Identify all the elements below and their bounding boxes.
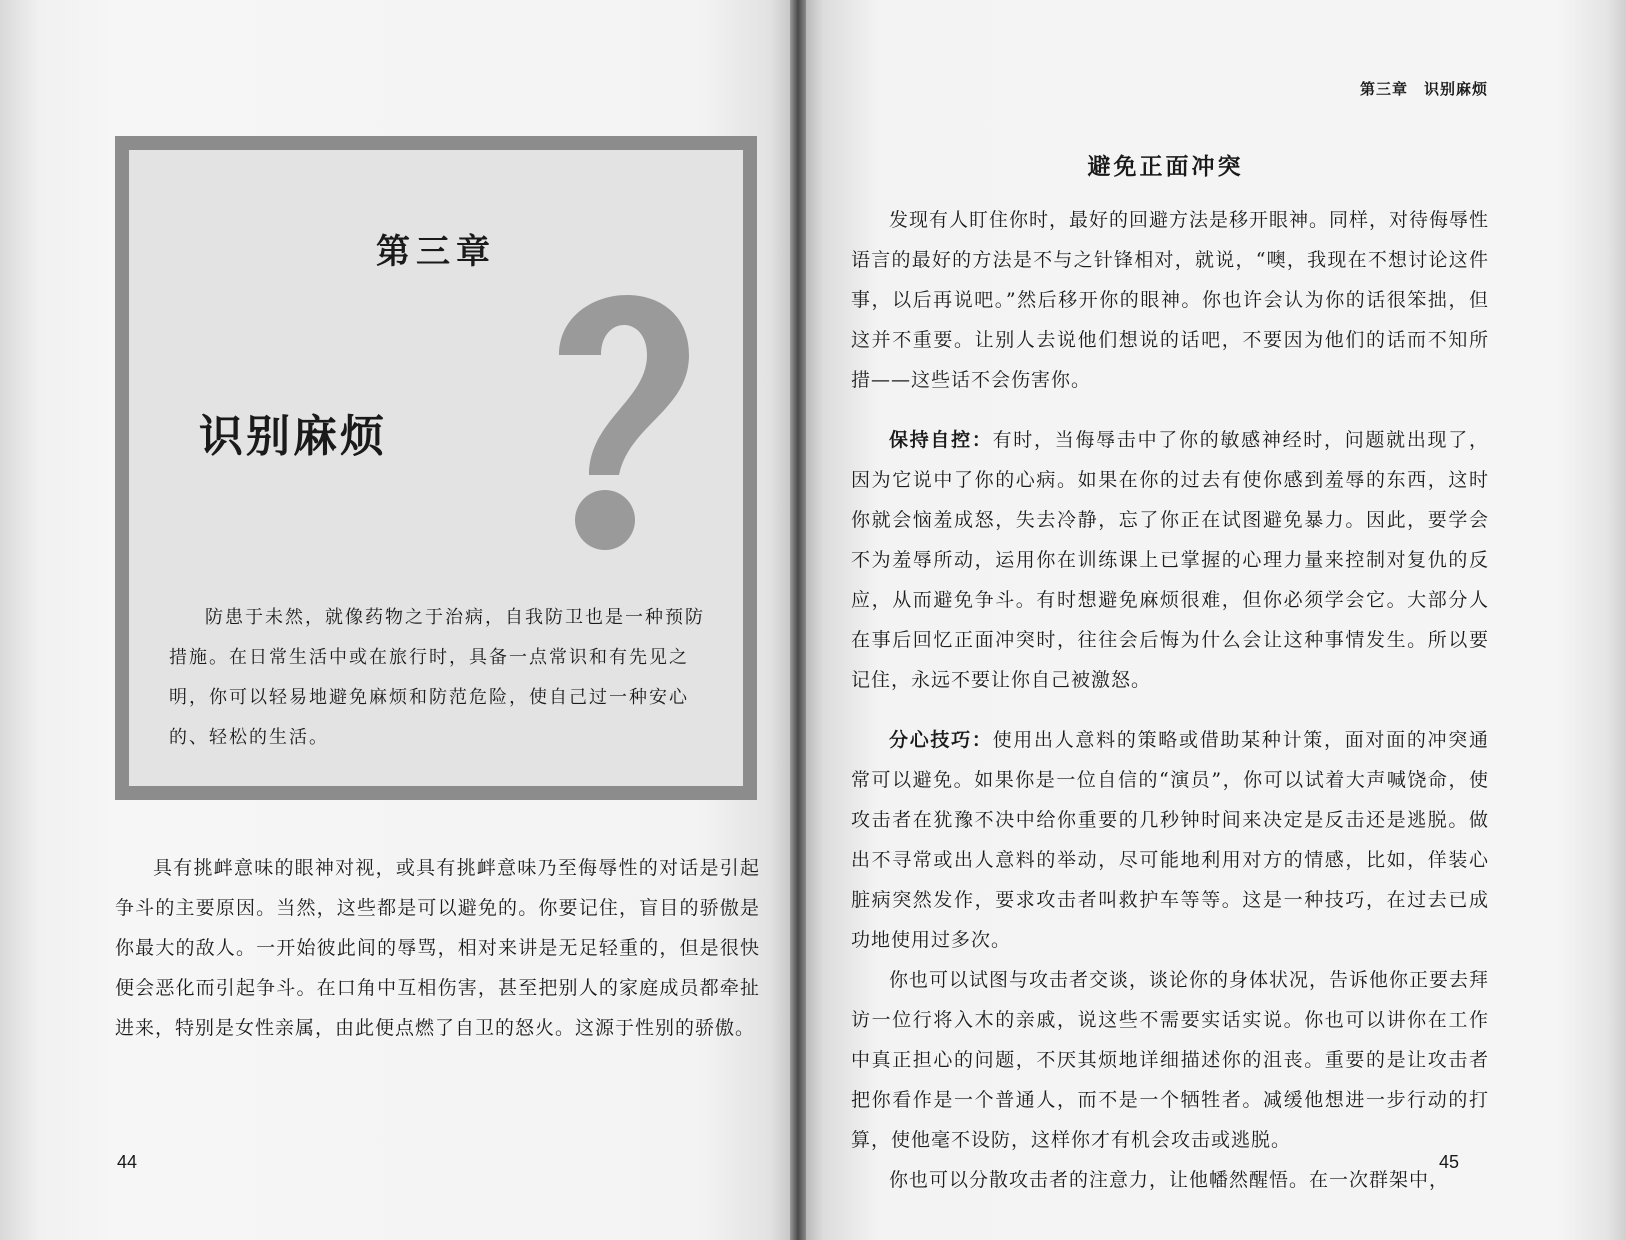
paragraph-3-label: 分心技巧： [889,729,993,751]
page-number-right: 45 [1439,1152,1460,1172]
right-body-text [851,200,1489,1200]
paragraph-2-text: 有时，当侮辱击中了你的敏感神经时，问题就出现了，因为它说中了你的心病。如果在你的过去有使你感到羞辱的东西，这时你就会恼羞成怒，失去冷静，忘了你正在试图避免暴力。因此，要学会不为羞辱所动，运用你在训练课上已掌握的心理力量来控制对复仇的反应，从而避免争斗。有时想避免麻烦很难，但你必须学会它。大部分人在事后回忆正面冲突时，往往会后悔为什么会让这种事情发生。所以要记住，永远不要让你自己被激怒。 [851,429,1489,691]
paragraph-2 [851,420,1489,700]
running-head: 第三章 识别麻烦 [1360,80,1489,98]
book-spine [790,0,806,1240]
paragraph-3-text: 使用出人意料的策略或借助某种计策，面对面的冲突通常可以避免。如果你是一位自信的“演员”，你可以试着大声喊饶命，使攻击者在犹豫不决中给你重要的几秒钟时间来决定是反击还是逃脱。做出不寻常或出人意料的举动，尽可能地利用对方的情感，比如，佯装心脏病突然发作，要求攻击者叫救护车等等。这是一种技巧，在过去已成功地使用过多次。 [851,729,1489,951]
chapter-opener-inner [129,150,743,786]
section-title: 避免正面冲突 [1087,154,1244,180]
paragraph-4: 你也可以试图与攻击者交谈，谈论你的身体状况，告诉他你正要去拜访一位行将入木的亲戚，说这些不需要实话实说。你也可以讲你在工作中真正担心的问题，不厌其烦地详细描述你的沮丧。重要的是让攻击者把你看作是一个普通人，而不是一个牺牲者。减缓他想进一步行动的打算，使他毫不设防，这样你才有机会攻击或逃脱。 [851,969,1490,1151]
chapter-number: 第三章 [376,232,496,272]
page-number-left: 44 [117,1152,138,1172]
left-body-text [115,848,760,1048]
left-page [0,0,798,1240]
chapter-opener-box [115,136,757,800]
chapter-intro [169,598,707,758]
paragraph-1: 发现有人盯住你时，最好的回避方法是移开眼神。同样，对待侮辱性语言的最好的方法是不与之针锋相对，就说，“噢，我现在不想讨论这件事，以后再说吧。”然后移开你的眼神。你也许会认为你的话很笨拙，但这并不重要。让别人去说他们想说的话吧，不要因为他们的话而不知所措——这些话不会伤害你。 [851,209,1490,391]
paragraph-2-label: 保持自控： [889,429,993,451]
right-page [798,0,1626,1240]
body-paragraph: 具有挑衅意味的眼神对视，或具有挑衅意味乃至侮辱性的对话是引起争斗的主要原因。当然，这些都是可以避免的。你要记住，盲目的骄傲是你最大的敌人。一开始彼此间的辱骂，相对来讲是无足轻重的，但是很快便会恶化而引起争斗。在口角中互相伤害，甚至把别人的家庭成员都牵扯进来，特别是女性亲属，由此便点燃了自卫的怒火。这源于性别的骄傲。 [115,857,760,1039]
intro-paragraph: 防患于未然，就像药物之于治病，自我防卫也是一种预防措施。在日常生活中或在旅行时，具备一点常识和有先见之明，你可以轻易地避免麻烦和防范危险，使自己过一种安心的、轻松的生活。 [169,607,705,748]
paragraph-5: 你也可以分散攻击者的注意力，让他幡然醒悟。在一次群架中， [889,1169,1450,1191]
chapter-title: 识别麻烦 [199,411,387,462]
paragraph-3 [851,720,1489,960]
question-mark-icon [519,260,709,560]
